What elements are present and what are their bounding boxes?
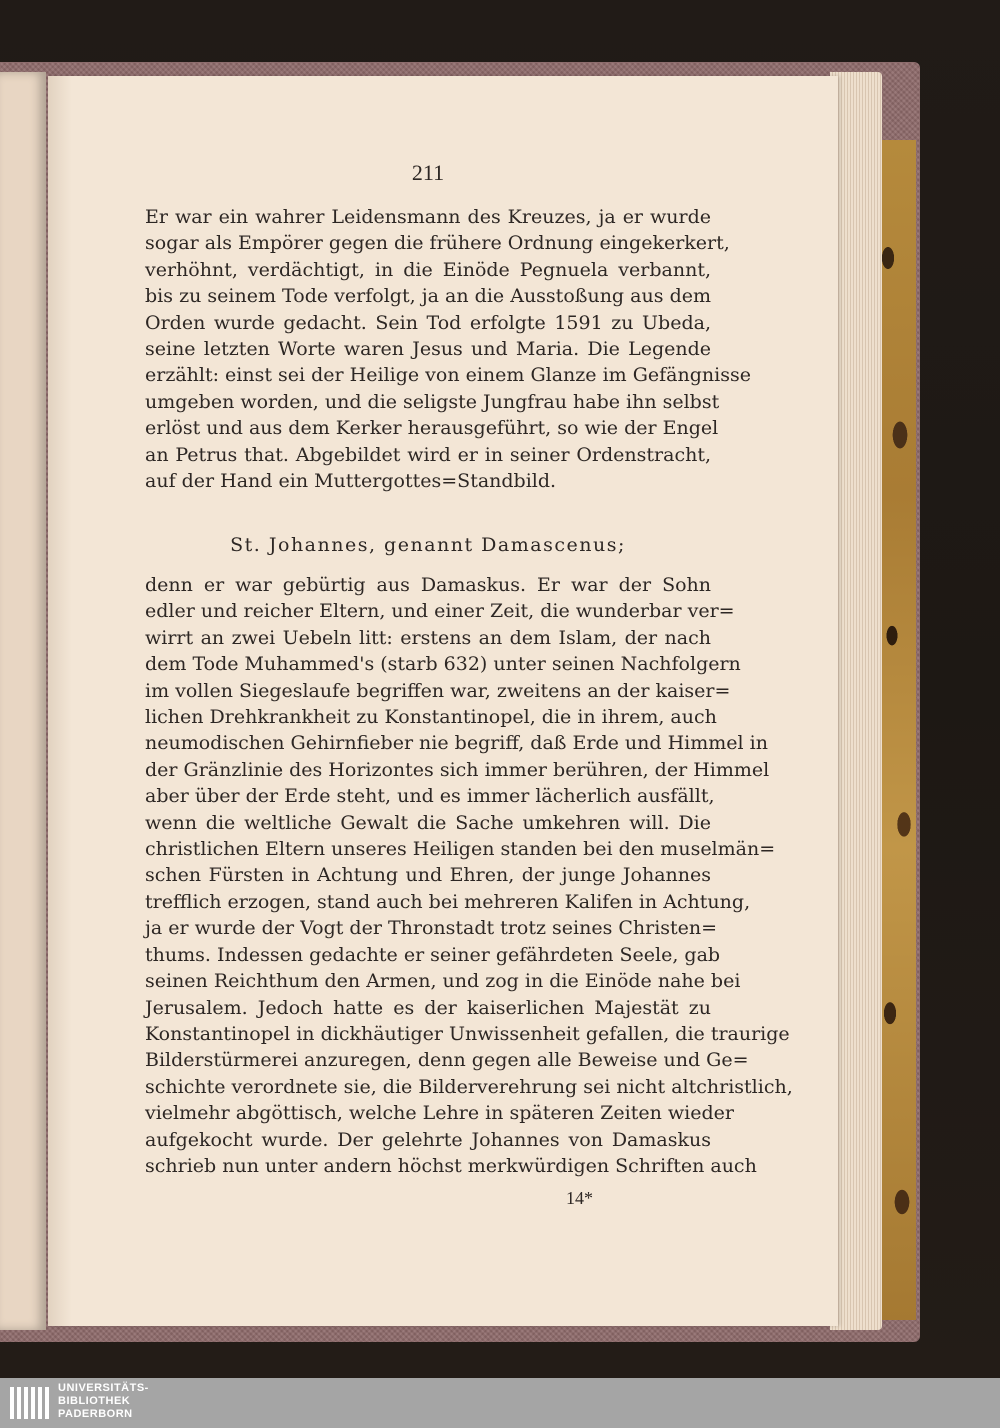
text-line: sogar als Empörer gegen die frühere Ordnung eingekerkert,: [145, 232, 730, 255]
text-line: erzählt: einst sei der Heilige von einem Glanze im Gefängnisse: [145, 364, 751, 387]
text-line: wenn die weltliche Gewalt die Sache umkehren will. Die: [145, 811, 711, 834]
text-line: ja er wurde der Vogt der Thronstadt trotz seines Christen=: [145, 917, 718, 940]
text-line: vielmehr abgöttisch, welche Lehre in späteren Zeiten wieder: [145, 1102, 734, 1125]
text-line: seine letzten Worte waren Jesus und Maria. Die Legende: [145, 338, 711, 361]
text-line: neumodischen Gehirnfieber nie begriff, daß Erde und Himmel in: [145, 732, 768, 755]
text-line: schen Fürsten in Achtung und Ehren, der junge Johannes: [145, 864, 711, 887]
text-line: an Petrus that. Abgebildet wird er in seiner Ordenstracht,: [145, 443, 711, 466]
text-line: der Gränzlinie des Horizontes sich immer berühren, der Himmel: [145, 758, 770, 781]
text-line: schrieb nun unter andern höchst merkwürdigen Schriften auch: [145, 1154, 757, 1177]
text-line: wirrt an zwei Uebeln litt: erstens an dem Islam, der nach: [145, 626, 711, 649]
text-line: Orden wurde gedacht. Sein Tod erfolgte 1591 zu Ubeda,: [145, 311, 711, 334]
text-line: auf der Hand ein Muttergottes=Standbild.: [145, 470, 557, 493]
text-line: christlichen Eltern unseres Heiligen standen bei den muselmän=: [145, 838, 776, 861]
marbled-page-edge: [876, 140, 916, 1320]
footer-bar: [0, 1378, 1000, 1428]
text-line: im vollen Siegeslaufe begriffen war, zweitens an der kaiser=: [145, 679, 731, 702]
text-line: seinen Reichthum den Armen, und zog in die Einöde nahe bei: [145, 970, 741, 993]
text-line: thums. Indessen gedachte er seiner gefährdeten Seele, gab: [145, 943, 721, 966]
text-line: Bilderstürmerei anzuregen, denn gegen alle Beweise und Ge=: [145, 1049, 749, 1072]
text-line: Er war ein wahrer Leidensmann des Kreuzes, ja er wurde: [145, 206, 711, 228]
library-logo-icon: [8, 1383, 52, 1423]
text-line: edler und reicher Eltern, und einer Zeit, die wunderbar ver=: [145, 600, 735, 623]
text-line: Jerusalem. Jedoch hatte es der kaiserlichen Majestät zu: [145, 996, 711, 1019]
library-name-line: BIBLIOTHEK: [58, 1395, 131, 1407]
previous-page-edge: [0, 72, 46, 1330]
page-number: 211: [411, 160, 445, 185]
library-name-line: PADERBORN: [58, 1408, 133, 1420]
sheet-signature: 14*: [566, 1188, 593, 1208]
text-line: dem Tode Muhammed's (starb 632) unter seinen Nachfolgern: [145, 653, 741, 676]
text-line: aufgekocht wurde. Der gelehrte Johannes von Damaskus: [145, 1128, 711, 1151]
text-line: schichte verordnete sie, die Bilderverehrung sei nicht altchristlich,: [145, 1075, 793, 1098]
text-line: lichen Drehkrankheit zu Konstantinopel, die in ihrem, auch: [145, 706, 717, 729]
paragraph-2: [145, 572, 793, 1179]
text-line: verhöhnt, verdächtigt, in die Einöde Pegnuela verbannt,: [145, 258, 711, 281]
library-name: [58, 1382, 149, 1421]
text-line: aber über der Erde steht, und es immer lächerlich ausfällt,: [145, 785, 715, 808]
text-line: bis zu seinem Tode verfolgt, ja an die Ausstoßung aus dem: [145, 285, 711, 308]
library-name-line: UNIVERSITÄTS-: [58, 1382, 149, 1394]
text-line: denn er war gebürtig aus Damaskus. Er war der Sohn: [145, 574, 711, 596]
paragraph-1: [145, 204, 751, 494]
text-line: erlöst und aus dem Kerker herausgeführt, so wie der Engel: [145, 417, 719, 440]
text-line: trefflich erzogen, stand auch bei mehreren Kalifen in Achtung,: [145, 890, 751, 913]
text-line: umgeben worden, und die seligste Jungfrau habe ihn selbst: [145, 390, 720, 413]
section-heading: St. Johannes, genannt Damascenus;: [230, 534, 626, 556]
text-line: Konstantinopel in dickhäutiger Unwissenheit gefallen, die traurige: [145, 1022, 790, 1045]
